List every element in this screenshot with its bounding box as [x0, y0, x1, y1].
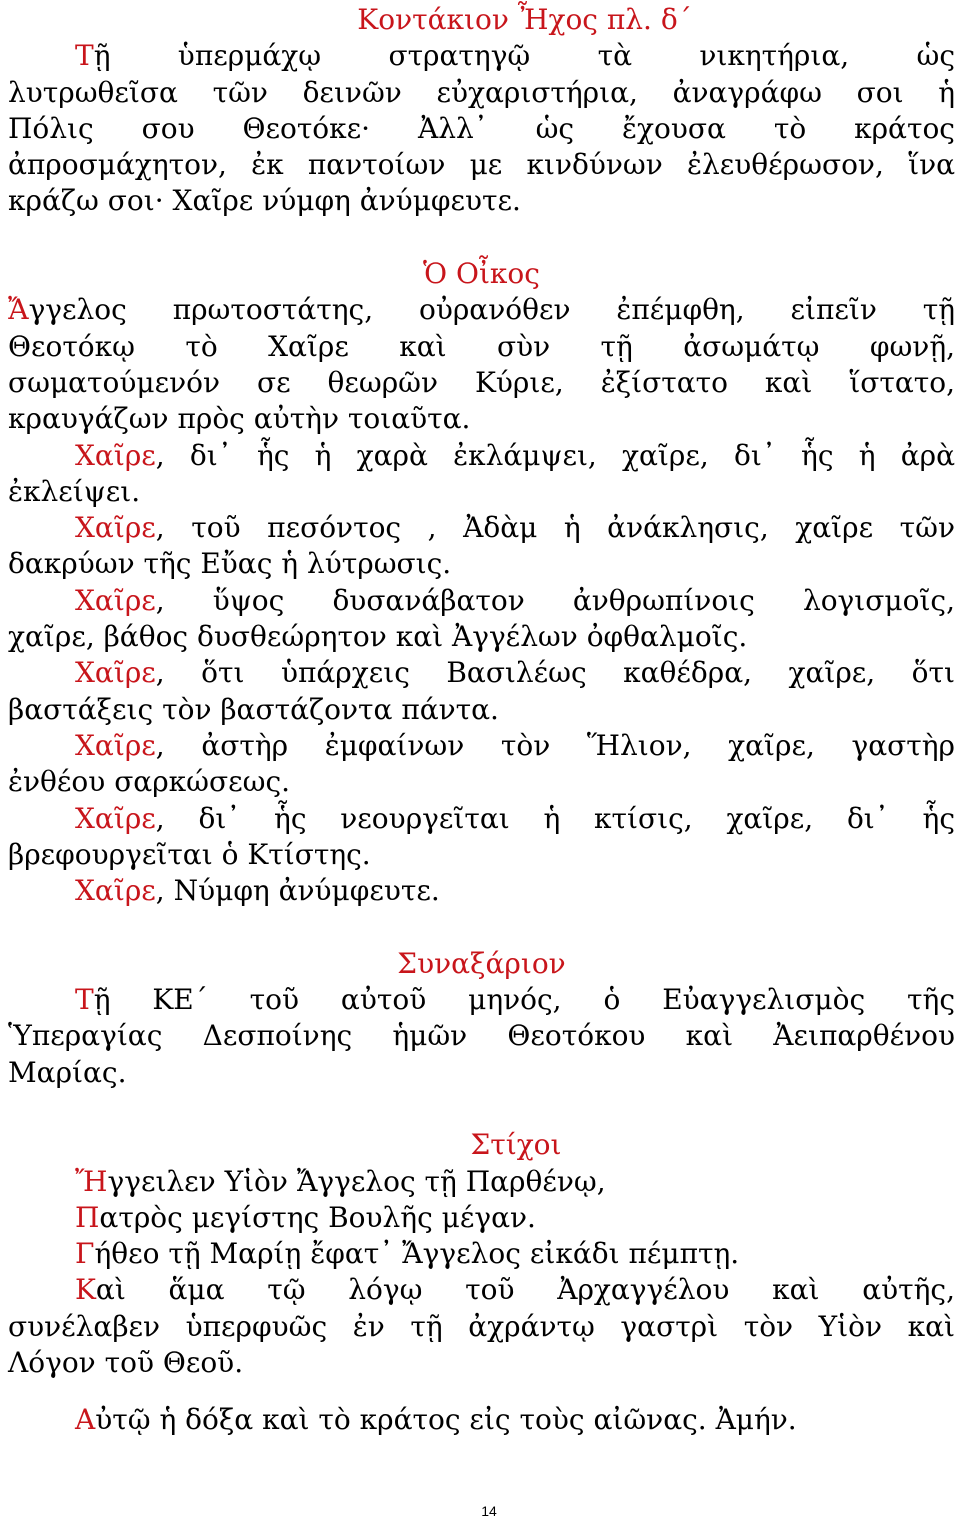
- line-text: ατρὸς μεγίστης Βουλῆς μέγαν.: [99, 1200, 536, 1234]
- line-text: , ἀστὴρ ἐμφαίνων τὸν Ἥλιον, χαῖρε, γαστὴρ: [155, 728, 955, 762]
- chairetismos-line: [8, 583, 955, 619]
- doxology-line: [8, 1402, 955, 1438]
- chairetismos-line: [8, 764, 955, 800]
- blank-line: [8, 220, 955, 256]
- chairetismos-stanza: [8, 728, 955, 801]
- kontakion-heading: Κοντάκιον Ἦχος πλ. δ΄: [357, 3, 692, 36]
- page-content: [8, 2, 955, 1438]
- chairetismos-line: [8, 728, 955, 764]
- line-text: δακρύων τῆς Εὔας ἡ λύτρωσις.: [8, 547, 452, 581]
- kontakion-line: [8, 111, 955, 147]
- line-text: γγελος πρωτοστάτης, οὐρανόθεν ἐπέμφθη, εἰπεῖν τῇ: [28, 293, 955, 327]
- oikos-line: [8, 329, 955, 365]
- rubric-chaire: Χαῖρε: [75, 511, 156, 545]
- narrative-line: [8, 1345, 955, 1381]
- line-text: Πόλις σου Θεοτόκε· Ἀλλ᾿ ὡς ἔχουσα τὸ κράτος: [8, 111, 955, 145]
- chairetismos-stanza: [8, 438, 955, 511]
- rubric-initial: Κ: [75, 1273, 96, 1307]
- oikos-line: [8, 365, 955, 401]
- line-text: λυτρωθεῖσα τῶν δεινῶν εὐχαριστήρια, ἀναγράφω σοι ἡ: [8, 75, 955, 109]
- line-text: Θεοτόκῳ τὸ Χαῖρε καὶ σὺν τῇ ἀσωμάτῳ φωνῇ,: [8, 329, 955, 363]
- chairetismos-stanza: [8, 583, 955, 656]
- rubric-initial: Π: [75, 1200, 100, 1234]
- kontakion-line: [8, 75, 955, 111]
- kontakion-section: [8, 2, 955, 220]
- line-text: γγειλεν Υἱὸν Ἄγγελος τῇ Παρθένῳ,: [107, 1164, 606, 1198]
- kontakion-line: [8, 147, 955, 183]
- narrative-line: [8, 1272, 955, 1308]
- blank-line: [8, 1091, 955, 1127]
- chairetismos-stanza: [8, 873, 955, 909]
- line-text: ῇ ὑπερμάχῳ στρατηγῷ τὰ νικητήρια, ὡς: [93, 39, 955, 73]
- rubric-initial: Τ: [75, 983, 94, 1017]
- synaxarion-line: [8, 1055, 955, 1091]
- narrative-line: [8, 1309, 955, 1345]
- line-text: ἀπροσμάχητον, ἐκ παντοίων με κινδύνων ἐλευθέρωσον, ἵνα: [8, 148, 955, 182]
- chairetismos-line: [8, 474, 955, 510]
- kontakion-line: [8, 38, 955, 74]
- chairetismos-line: [8, 655, 955, 691]
- line-text: κραυγάζων πρὸς αὐτὴν τοιαῦτα.: [8, 402, 471, 436]
- synaxarion-section: [8, 946, 955, 1091]
- line-text: βρεφουργεῖται ὁ Κτίστης.: [8, 837, 371, 871]
- verse-line: [8, 1236, 955, 1272]
- line-text: Ὑπεραγίας Δεσποίνης ἡμῶν Θεοτόκου καὶ Ἀειπαρθένου: [8, 1019, 955, 1053]
- chairetismos-stanza: [8, 801, 955, 874]
- chairetismos-line: [8, 801, 955, 837]
- chairetismos-stanza: [8, 655, 955, 728]
- line-text: αὶ ἅμα τῷ λόγῳ τοῦ Ἀρχαγγέλου καὶ αὐτῆς,: [95, 1273, 955, 1307]
- rubric-initial: Ἤ: [75, 1164, 108, 1198]
- chairetismos-line: [8, 619, 955, 655]
- line-text: , δι᾿ ἧς νεουργεῖται ἡ κτίσις, χαῖρε, δι᾿ ἧς: [155, 801, 955, 835]
- line-text: Μαρίας.: [8, 1055, 127, 1089]
- verse-line: [8, 1164, 955, 1200]
- synaxarion-line: [8, 1018, 955, 1054]
- line-text: συνέλαβεν ὑπερφυῶς ἐν τῇ ἀχράντῳ γαστρὶ τὸν Υἱὸν καὶ: [8, 1309, 955, 1343]
- line-text: , ὅτι ὑπάρχεις Βασιλέως καθέδρα, χαῖρε, ὅτι: [155, 656, 955, 690]
- line-text: , ὕψος δυσανάβατον ἀνθρωπίνοις λογισμοῖς,: [155, 583, 955, 617]
- rubric-initial: Τ: [75, 39, 94, 73]
- rubric-chaire: Χαῖρε: [75, 656, 156, 690]
- blank-line: [8, 909, 955, 945]
- line-text: ήθεο τῇ Μαρίῃ ἔφατ᾿ Ἄγγελος εἰκάδι πέμπτῃ.: [94, 1237, 740, 1271]
- line-text: , δι᾿ ἧς ἡ χαρὰ ἐκλάμψει, χαῖρε, δι᾿ ἧς ἡ ἀρὰ: [155, 438, 955, 472]
- kontakion-line: [8, 183, 955, 219]
- line-text: χαῖρε, βάθος δυσθεώρητον καὶ Ἀγγέλων ὀφθαλμοῖς.: [8, 620, 748, 654]
- line-text: , Νύμφη ἀνύμφευτε.: [155, 874, 440, 908]
- chairetismos-line: [8, 438, 955, 474]
- oikos-section: [8, 256, 955, 909]
- verse-line: [8, 1200, 955, 1236]
- rubric-initial: Γ: [75, 1237, 95, 1271]
- synaxarion-line: [8, 982, 955, 1018]
- rubric-chaire: Χαῖρε: [75, 438, 156, 472]
- rubric-chaire: Χαῖρε: [75, 583, 156, 617]
- line-text: ῇ ΚΕ΄ τοῦ αὐτοῦ μηνός, ὁ Εὐαγγελισμὸς τῆς: [93, 983, 955, 1017]
- stichoi-heading: Στίχοι: [470, 1128, 562, 1162]
- line-text: βαστάξεις τὸν βαστάζοντα πάντα.: [8, 692, 499, 726]
- page-number: 14: [481, 1503, 497, 1519]
- line-text: , τοῦ πεσόντος , Ἀδὰμ ἡ ἀνάκλησις, χαῖρε τῶν: [155, 511, 955, 545]
- blank-space: [8, 1381, 955, 1402]
- rubric-chaire: Χαῖρε: [75, 801, 156, 835]
- line-text: σωματούμενόν σε θεωρῶν Κύριε, ἐξίστατο καὶ ἵστατο,: [8, 365, 955, 399]
- rubric-initial: Ἄ: [8, 293, 29, 327]
- chairetismos-line: [8, 546, 955, 582]
- line-text: ὐτῷ ἡ δόξα καὶ τὸ κράτος εἰς τοὺς αἰῶνας. Ἀμήν.: [95, 1402, 797, 1436]
- rubric-chaire: Χαῖρε: [75, 728, 156, 762]
- chairetismos-line: [8, 510, 955, 546]
- oikos-line: [8, 401, 955, 437]
- chairetismos-line: [8, 837, 955, 873]
- synaxarion-heading: Συναξάριον: [397, 946, 566, 980]
- line-text: ἐνθέου σαρκώσεως.: [8, 765, 291, 799]
- line-text: ἐκλείψει.: [8, 474, 141, 508]
- chairetismos-line: [8, 873, 955, 909]
- line-text: Λόγον τοῦ Θεοῦ.: [8, 1345, 244, 1379]
- oikos-line: [8, 292, 955, 328]
- rubric-initial: Α: [75, 1402, 96, 1436]
- stichoi-section: [8, 1127, 955, 1381]
- oikos-heading: Ὁ Οἶκος: [423, 257, 540, 291]
- rubric-chaire: Χαῖρε: [75, 874, 156, 908]
- chairetismos-line: [8, 692, 955, 728]
- line-text: κράζω σοι· Χαῖρε νύμφη ἀνύμφευτε.: [8, 184, 521, 218]
- chairetismos-stanza: [8, 510, 955, 583]
